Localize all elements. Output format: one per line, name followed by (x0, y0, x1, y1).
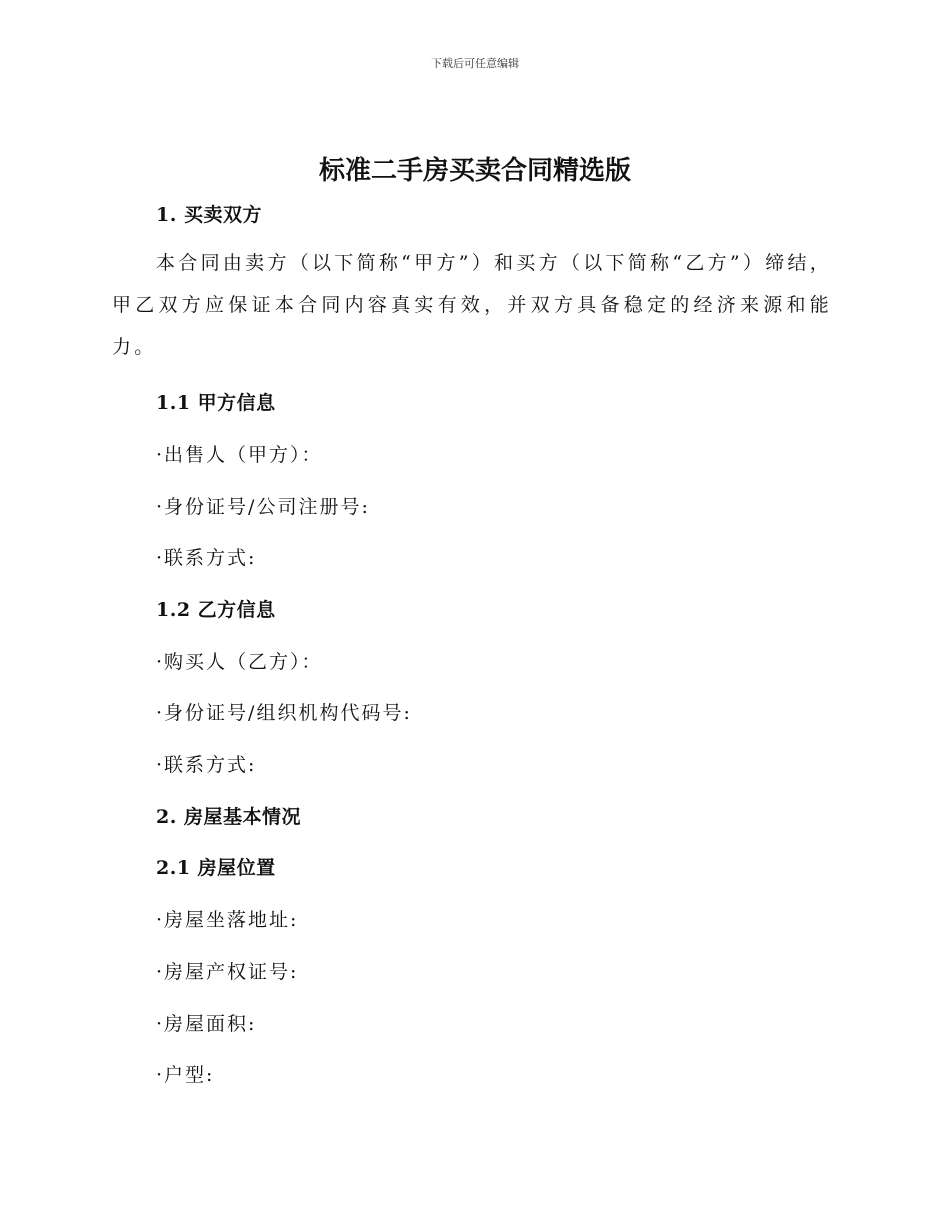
list-item-seller-id: ·身份证号/公司注册号: (156, 496, 370, 518)
list-item-buyer-contact: ·联系方式: (156, 754, 257, 776)
list-item-seller: ·出售人（甲方）： (156, 444, 323, 466)
list-item-seller-contact: ·联系方式: (156, 547, 257, 569)
list-item-buyer-id: ·身份证号/组织机构代码号: (156, 702, 412, 724)
list-item-certificate: ·房屋产权证号: (156, 961, 299, 983)
list-item-layout: ·户型: (156, 1064, 215, 1086)
section-heading-property: 2. 房屋基本情况 (156, 806, 301, 828)
subsection-heading-party-a: 1.1 甲方信息 (156, 392, 276, 414)
subsection-heading-party-b: 1.2 乙方信息 (156, 599, 276, 621)
list-item-address: ·房屋坐落地址: (156, 909, 299, 931)
subsection-heading-location: 2.1 房屋位置 (156, 857, 276, 879)
section-heading-parties: 1. 买卖双方 (156, 204, 262, 226)
page-header-note: 下载后可任意编辑 (431, 57, 519, 70)
intro-paragraph: 本合同由卖方（以下简称“甲方”）和买方（以下简称“乙方”）缔结，甲乙双方应保证本合同内容真实有效，并双方具备稳定的经济来源和能力。 (112, 252, 832, 358)
document-title: 标准二手房买卖合同精选版 (318, 156, 631, 186)
list-item-area: ·房屋面积: (156, 1013, 257, 1035)
list-item-buyer: ·购买人（乙方）： (156, 651, 323, 673)
